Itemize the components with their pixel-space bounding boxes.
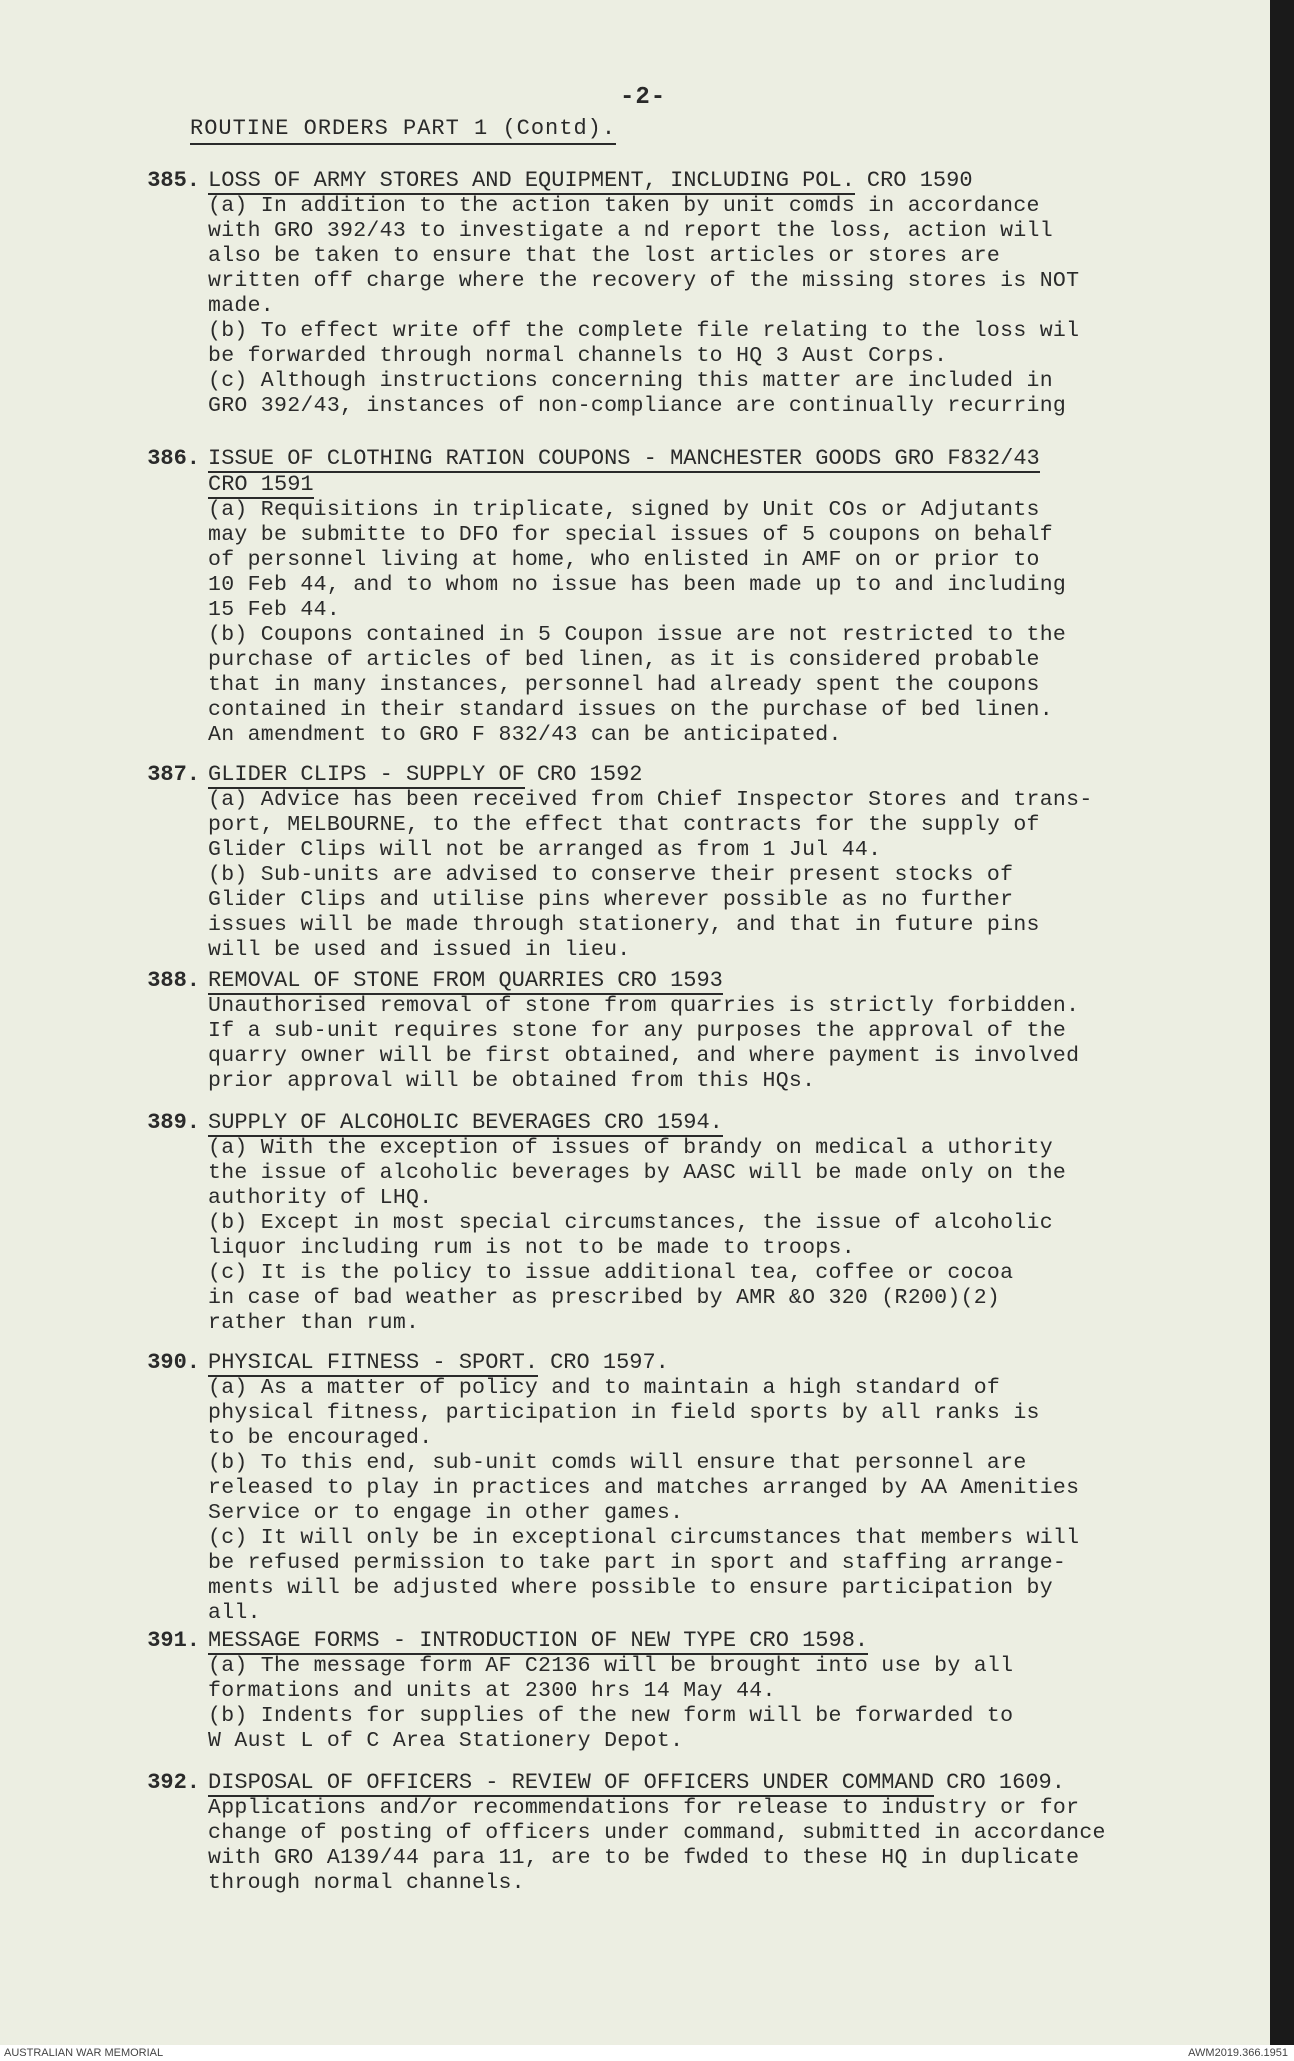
order-text-line: 10 Feb 44, and to whom no issue has been made up to and including <box>208 573 1067 597</box>
order-text-line: (b) To this end, sub-unit comds will ensure that personnel are <box>208 1451 1027 1475</box>
order-text-line: will be used and issued in lieu. <box>208 938 631 962</box>
order-title-text: LOSS OF ARMY STORES AND EQUIPMENT, INCLUDING POL. <box>208 168 855 193</box>
order-title-text: MESSAGE FORMS - INTRODUCTION OF NEW TYPE CRO 1598. <box>208 1628 869 1653</box>
order-text-line: with GRO 392/43 to investigate a nd report the loss, action will <box>208 219 1053 243</box>
order-title <box>208 1110 1218 1136</box>
order-number: 390. <box>147 1350 200 1375</box>
order-text-line: (c) It will only be in exceptional circumstances that members will <box>208 1526 1080 1550</box>
order-text-line: quarry owner will be first obtained, and where payment is involved <box>208 1044 1080 1068</box>
order-text-line: written off charge where the recovery of the missing stores is NOT <box>208 269 1080 293</box>
order-text-line: through normal channels. <box>208 1871 525 1895</box>
order-text-line: (b) Except in most special circumstances, the issue of alcoholic <box>208 1211 1053 1235</box>
order-title <box>208 1350 1218 1376</box>
order-text-line: contained in their standard issues on the purchase of bed linen. <box>208 698 1053 722</box>
order-text-line: ments will be adjusted where possible to ensure participation by <box>208 1576 1053 1600</box>
order-text-line: (c) Although instructions concerning this matter are included in <box>208 369 1053 393</box>
order-text-line: 15 Feb 44. <box>208 598 341 622</box>
order-text-line: (a) In addition to the action taken by unit comds in accordance <box>208 194 1040 218</box>
order-text-line: to be encouraged. <box>208 1426 433 1450</box>
footer-institution: AUSTRALIAN WAR MEMORIAL <box>4 2047 164 2059</box>
order-text-line: Service or to engage in other games. <box>208 1501 684 1525</box>
order-text-line: Glider Clips and utilise pins wherever possible as no further <box>208 888 1014 912</box>
order-body <box>208 1110 1218 1336</box>
order-cro-ref: CRO 1590 <box>866 168 973 193</box>
order-text-line: W Aust L of C Area Stationery Depot. <box>208 1729 684 1753</box>
order-text-line: may be submitte to DFO for special issues of 5 coupons on behalf <box>208 523 1053 547</box>
order-text-line: all. <box>208 1601 261 1625</box>
order-text-line: rather than rum. <box>208 1311 420 1335</box>
order-text-line: (a) Advice has been received from Chief Inspector Stores and trans- <box>208 788 1093 812</box>
order-text-line: be forwarded through normal channels to HQ 3 Aust Corps. <box>208 344 948 368</box>
order-title <box>208 762 1218 788</box>
order-body <box>208 762 1218 963</box>
order-text-line: be refused permission to take part in sport and staffing arrange- <box>208 1551 1067 1575</box>
order-title <box>208 968 1218 994</box>
order-number: 389. <box>147 1110 200 1135</box>
order-text-line: (b) Indents for supplies of the new form will be forwarded to <box>208 1704 1014 1728</box>
scan-edge <box>1270 0 1294 2045</box>
order-number: 386. <box>147 446 200 471</box>
order-text-line: issues will be made through stationery, and that in future pins <box>208 913 1040 937</box>
order-text-line: authority of LHQ. <box>208 1186 433 1210</box>
page-number: -2- <box>620 84 667 111</box>
order-text-line: GRO 392/43, instances of non-compliance are continually recurring <box>208 394 1067 418</box>
order-title <box>208 168 1218 194</box>
order-text-line: (a) With the exception of issues of brandy on medical a uthority <box>208 1136 1053 1160</box>
archive-footer <box>0 2045 1294 2061</box>
order-text-line: also be taken to ensure that the lost articles or stores are <box>208 244 1001 268</box>
order-body <box>208 446 1218 748</box>
order-text-line: (c) It is the policy to issue additional tea, coffee or cocoa <box>208 1261 1014 1285</box>
order-text-line: Applications and/or recommendations for release to industry or for <box>208 1796 1080 1820</box>
order-number: 392. <box>147 1770 200 1795</box>
order-text-line: made. <box>208 294 275 318</box>
order-body <box>208 1350 1218 1626</box>
order-text-line: An amendment to GRO F 832/43 can be anticipated. <box>208 723 842 747</box>
order-title-text: PHYSICAL FITNESS - SPORT. <box>208 1350 539 1375</box>
order-body <box>208 1628 1218 1754</box>
order-title-text: GLIDER CLIPS - SUPPLY OF <box>208 762 525 787</box>
order-title-text: ISSUE OF CLOTHING RATION COUPONS - MANCHESTER GOODS GRO F832/43 <box>208 446 1040 471</box>
order-cro-ref: CRO 1592 <box>536 762 643 787</box>
order-text-line: in case of bad weather as prescribed by AMR &O 320 (R200)(2) <box>208 1286 1001 1310</box>
order-text-line: port, MELBOURNE, to the effect that contracts for the supply of <box>208 813 1040 837</box>
order-number: 388. <box>147 968 200 993</box>
page-heading: ROUTINE ORDERS PART 1 (Contd). <box>190 116 616 145</box>
order-body <box>208 1770 1218 1896</box>
order-title-continuation: CRO 1591 <box>208 472 314 497</box>
order-text-line: the issue of alcoholic beverages by AASC will be made only on the <box>208 1161 1067 1185</box>
order-text-line: (b) Sub-units are advised to conserve their present stocks of <box>208 863 1014 887</box>
order-title-text: DISPOSAL OF OFFICERS - REVIEW OF OFFICERS UNDER COMMAND <box>208 1770 935 1795</box>
order-text-line: If a sub-unit requires stone for any purposes the approval of the <box>208 1019 1067 1043</box>
order-cro-ref: CRO 1597. <box>550 1350 669 1375</box>
order-title <box>208 446 1218 472</box>
order-title <box>208 1628 1218 1654</box>
order-body <box>208 168 1218 419</box>
order-title-text: REMOVAL OF STONE FROM QUARRIES CRO 1593 <box>208 968 723 993</box>
order-text-line: with GRO A139/44 para 11, are to be fwded to these HQ in duplicate <box>208 1846 1080 1870</box>
order-body <box>208 968 1218 1094</box>
order-text-line: change of posting of officers under command, submitted in accordance <box>208 1821 1106 1845</box>
order-text-line: physical fitness, participation in field sports by all ranks is <box>208 1401 1040 1425</box>
order-text-line: formations and units at 2300 hrs 14 May 44. <box>208 1679 776 1703</box>
order-text-line: Glider Clips will not be arranged as from 1 Jul 44. <box>208 838 882 862</box>
order-text-line: (b) To effect write off the complete file relating to the loss wil <box>208 319 1080 343</box>
order-text-line: of personnel living at home, who enlisted in AMF on or prior to <box>208 548 1040 572</box>
order-text-line: prior approval will be obtained from this HQs. <box>208 1069 816 1093</box>
order-cro-ref: CRO 1609. <box>946 1770 1065 1795</box>
order-text-line: (a) The message form AF C2136 will be brought into use by all <box>208 1654 1014 1678</box>
order-text-line: that in many instances, personnel had already spent the coupons <box>208 673 1040 697</box>
order-number: 387. <box>147 762 200 787</box>
order-text-line: (a) As a matter of policy and to maintain a high standard of <box>208 1376 1001 1400</box>
order-text-line: released to play in practices and matches arranged by AA Amenities <box>208 1476 1080 1500</box>
order-text-line: (a) Requisitions in triplicate, signed by Unit COs or Adjutants <box>208 498 1040 522</box>
order-number: 385. <box>147 168 200 193</box>
order-title-text: SUPPLY OF ALCOHOLIC BEVERAGES CRO 1594. <box>208 1110 723 1135</box>
order-text-line: Unauthorised removal of stone from quarries is strictly forbidden. <box>208 994 1080 1018</box>
order-text-line: liquor including rum is not to be made to troops. <box>208 1236 855 1260</box>
order-number: 391. <box>147 1628 200 1653</box>
footer-accession-number: AWM2019.366.1951 <box>1188 2047 1288 2059</box>
order-text-line: (b) Coupons contained in 5 Coupon issue are not restricted to the <box>208 623 1067 647</box>
order-title <box>208 1770 1218 1796</box>
order-text-line: purchase of articles of bed linen, as it is considered probable <box>208 648 1040 672</box>
